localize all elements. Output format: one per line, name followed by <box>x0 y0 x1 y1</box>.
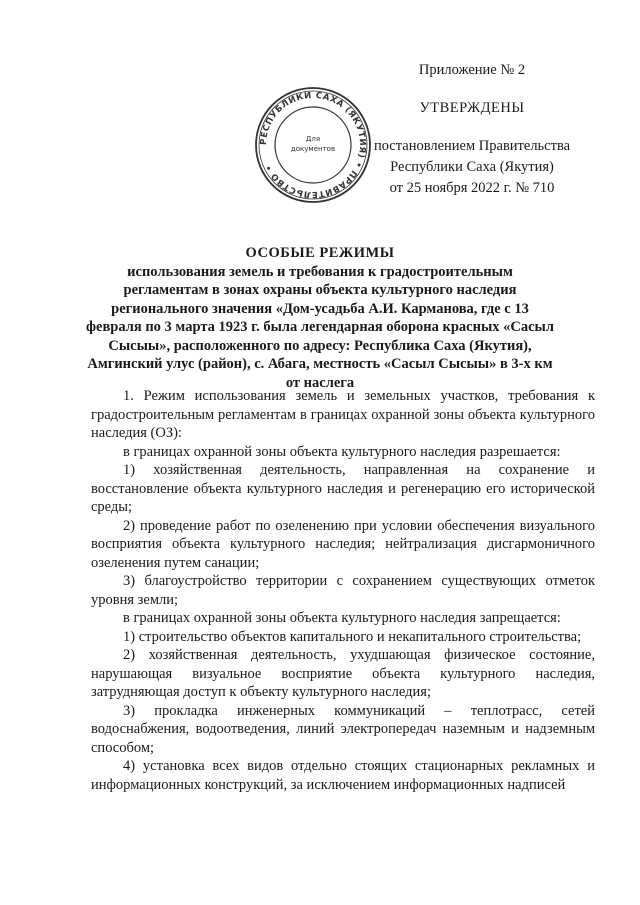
paragraph-4: 2) проведение работ по озеленению при условии обеспечения визуального восприятия объекта культурного наследия; нейтрализация дисгармоничного озеленения путем санации; <box>91 517 595 571</box>
seal-inner-text-2: документов <box>290 145 336 153</box>
resolution-line-3: от 25 ноября 2022 г. № 710 <box>389 180 555 196</box>
title-heading: ОСОБЫЕ РЕЖИМЫ <box>245 245 395 261</box>
approval-header <box>352 60 592 199</box>
paragraph-5: 3) благоустройство территории с сохранением существующих отметок уровня земли; <box>91 573 595 608</box>
seal-outer-text: РЕСПУБЛИКИ САХА (ЯКУТИЯ) • ПРАВИТЕЛЬСТВО • <box>258 90 368 200</box>
title-subtitle: использования земель и требования к градостроительным регламентам в зонах охраны объекта культурного наследия регионального значения «Дом-усадьба А.И. Карманова, где с 13 февраля по 3 марта 1923 г. была легендарная оборона красных «Сасыл Сысыы», расположенного по адресу: Республика Саха (Якутия), Амгинский улус (район), с. Абага, местность «Сасыл Сысыы» в 3-х км от наслега <box>85 263 555 391</box>
paragraph-1: 1. Режим использования земель и земельных участков, требования к градостроительным регламентам в границах охранной зоны объекта культурного наследия (ОЗ): <box>91 388 595 441</box>
seal-inner-text-1: Для <box>305 135 321 143</box>
approved-label: УТВЕРЖДЕНЫ <box>419 100 525 116</box>
paragraph-9: 3) прокладка инженерных коммуникаций – теплотрасс, сетей водоснабжения, водоотведения, линий электропередач наземным и надземным способом; <box>91 702 595 756</box>
document-title <box>85 244 555 392</box>
annex-number: Приложение № 2 <box>418 62 526 78</box>
resolution-line-1: постановлением Правительства <box>373 138 571 154</box>
paragraph-2: в границах охранной зоны объекта культурного наследия разрешается: <box>123 443 561 460</box>
paragraph-6: в границах охранной зоны объекта культурного наследия запрещается: <box>123 610 561 626</box>
resolution-line-2: Республики Саха (Якутия) <box>390 159 554 175</box>
paragraph-3: 1) хозяйственная деятельность, направленная на сохранение и восстановление объекта культурного наследия и регенерацию его исторической среды; <box>91 462 595 515</box>
paragraph-7: 1) строительство объектов капитального и некапитального строительства; <box>123 628 582 645</box>
paragraph-8: 2) хозяйственная деятельность, ухудшающая физическое состояние, нарушающая визуальное восприятие объекта культурного наследия, затрудняющая доступ к объекту культурного наследия; <box>91 647 595 700</box>
paragraph-10: 4) установка всех видов отдельно стоящих стационарных рекламных и информационных конструкций, за исключением информационных надписей <box>91 758 595 793</box>
document-body <box>91 387 595 794</box>
